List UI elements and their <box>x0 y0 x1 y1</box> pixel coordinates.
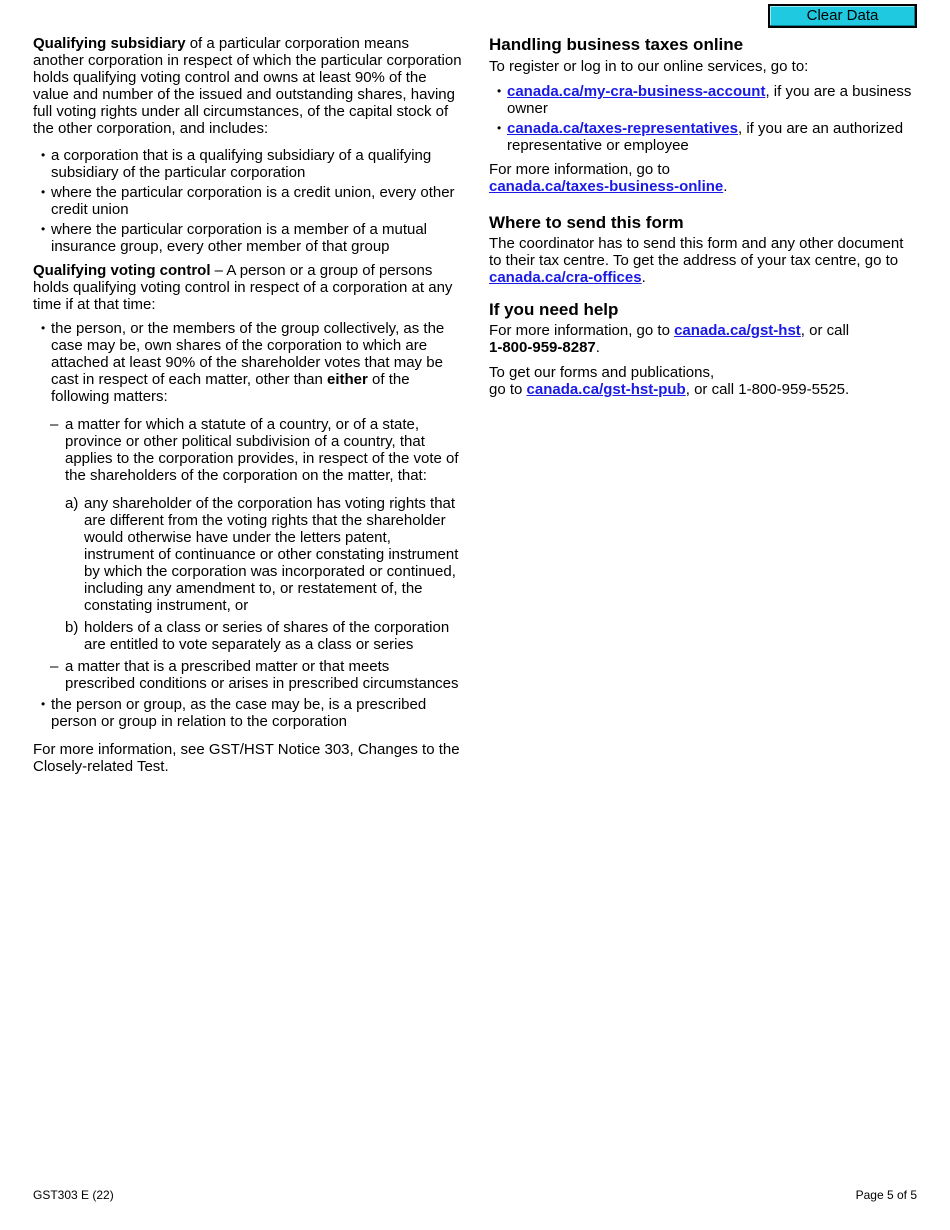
list-item: • the person, or the members of the group collectively, as the case may be, own shares of the corporation to which are attached at least 90% of the shareholder votes that may be cast in respect of each matter, other than either of the following matters: <box>33 320 463 405</box>
list-item: – a matter that is a prescribed matter or that meets prescribed conditions or arises in prescribed circumstances <box>33 658 463 692</box>
form-identifier: GST303 E (22) <box>33 1188 114 1202</box>
clear-data-button[interactable]: Clear Data <box>768 4 917 28</box>
help-text: For more information, go to canada.ca/gst-hst, or call 1-800-959-8287. <box>489 322 850 356</box>
qualifying-voting-control-list <box>33 320 463 405</box>
list-item: • canada.ca/my-cra-business-account, if you are a business owner <box>489 83 919 117</box>
qualifying-voting-control-definition: Qualifying voting control – A person or a group of persons holds qualifying voting control in respect of a corporation at any time if at that time: <box>33 262 453 313</box>
qualifying-voting-control-list-continued <box>33 696 463 730</box>
list-item: • canada.ca/taxes-representatives, if you are an authorized representative or employee <box>489 120 919 154</box>
list-item: b) holders of a class or series of shares of the corporation are entitled to vote separately as a class or series <box>65 619 450 653</box>
publications-text: To get our forms and publications, go to canada.ca/gst-hst-pub, or call 1-800-959-5525. <box>489 364 850 398</box>
list-item: • the person or group, as the case may be, is a prescribed person or group in relation to the corporation <box>33 696 463 730</box>
matters-list-continued <box>33 658 463 692</box>
list-item: • where the particular corporation is a member of a mutual insurance group, every other member of that group <box>33 221 463 255</box>
taxes-business-online-link[interactable]: canada.ca/taxes-business-online <box>489 178 724 195</box>
send-form-heading: Where to send this form <box>489 213 684 232</box>
gst-hst-pub-link[interactable]: canada.ca/gst-hst-pub <box>526 381 686 398</box>
qualifying-subsidiary-list <box>33 147 463 255</box>
list-item: • a corporation that is a qualifying subsidiary of a qualifying subsidiary of the particular corporation <box>33 147 463 181</box>
qualifying-subsidiary-definition: Qualifying subsidiary of a particular corporation means another corporation in respect of which the particular corporation holds qualifying voting control and owns at least 90% of the value and number of the issued and outstanding shares, having full voting rights under all circumstances, of the capital stock of the other corporation, and includes: <box>33 35 462 137</box>
matter-conditions-list <box>33 495 463 653</box>
online-heading: Handling business taxes online <box>489 35 744 54</box>
my-cra-business-account-link[interactable]: canada.ca/my-cra-business-account <box>507 83 766 100</box>
taxes-representatives-link[interactable]: canada.ca/taxes-representatives <box>507 120 738 137</box>
help-phone: 1-800-959-8287 <box>489 339 596 356</box>
list-item: • where the particular corporation is a credit union, every other credit union <box>33 184 463 218</box>
left-column <box>33 35 463 775</box>
send-form-text: The coordinator has to send this form and any other document to their tax centre. To get the address of your tax centre, go to canada.ca/cra-offices. <box>489 235 904 286</box>
more-information-note: For more information, see GST/HST Notice 303, Changes to the Closely-related Test. <box>33 741 460 775</box>
online-services-list <box>489 83 919 154</box>
list-item: a) any shareholder of the corporation has voting rights that are different from the voting rights that the shareholder would otherwise have under the letters patent, instrument of continuance or other constating instrument by which the corporation was incorporated or continued, including any amendment to, or restatement of, the constating instrument, or <box>65 495 459 614</box>
help-heading: If you need help <box>489 300 619 319</box>
online-intro: To register or log in to our online services, go to: <box>489 58 809 75</box>
gst-hst-link[interactable]: canada.ca/gst-hst <box>674 322 801 339</box>
matters-list <box>33 416 463 484</box>
list-item: – a matter for which a statute of a country, or of a state, province or other political subdivision of a country, that applies to the corporation provides, in respect of the vote of the shareholders of the corporation on the matter, that: <box>33 416 463 484</box>
online-more-info: For more information, go to canada.ca/taxes-business-online. <box>489 161 728 195</box>
qualifying-voting-control-term: Qualifying voting control <box>33 262 211 279</box>
qualifying-subsidiary-term: Qualifying subsidiary <box>33 35 186 52</box>
page-number: Page 5 of 5 <box>855 1188 917 1202</box>
right-column <box>489 35 919 398</box>
cra-offices-link[interactable]: canada.ca/cra-offices <box>489 269 642 286</box>
